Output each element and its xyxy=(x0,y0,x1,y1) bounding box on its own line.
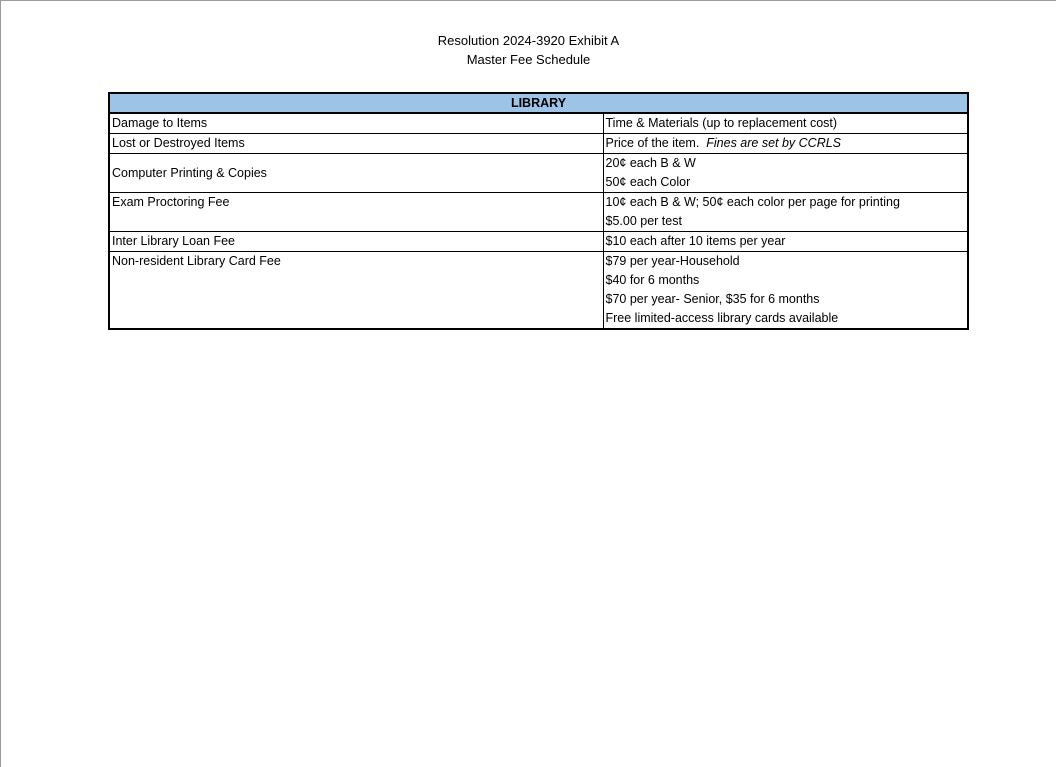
fee-amount xyxy=(603,232,968,252)
fee-amount xyxy=(603,252,968,330)
fee-item-label: Inter Library Loan Fee xyxy=(109,232,603,252)
table-row xyxy=(109,193,968,232)
table-header-row xyxy=(109,93,968,113)
title-line-schedule: Master Fee Schedule xyxy=(466,52,591,67)
table-row xyxy=(109,232,968,252)
fee-line: $10 each after 10 items per year xyxy=(605,234,786,248)
table-row xyxy=(109,154,968,193)
page-top-edge xyxy=(0,0,1056,1)
table-row xyxy=(109,113,968,134)
fee-amount xyxy=(603,154,968,193)
fee-line: $79 per year-Household xyxy=(605,254,740,268)
fee-item-label: Non-resident Library Card Fee xyxy=(109,252,603,330)
page-left-edge xyxy=(0,0,1,767)
fee-line: 50¢ each Color xyxy=(605,175,691,189)
library-fee-table xyxy=(108,92,969,330)
fee-item-label: Exam Proctoring Fee xyxy=(109,193,603,232)
title-line-resolution: Resolution 2024-3920 Exhibit A xyxy=(437,33,620,48)
fee-line: 10¢ each B & W; 50¢ each color per page for printing xyxy=(605,195,900,209)
section-header-library: LIBRARY xyxy=(109,93,968,113)
table-row xyxy=(109,134,968,154)
fee-line: $40 for 6 months xyxy=(605,273,700,287)
fee-line: $70 per year- Senior, $35 for 6 months xyxy=(605,292,820,306)
fee-line: $5.00 per test xyxy=(605,214,682,228)
document-title xyxy=(0,31,1056,69)
fee-item-label: Damage to Items xyxy=(109,113,603,134)
fee-item-label: Computer Printing & Copies xyxy=(109,154,603,193)
fee-note: Fines are set by CCRLS xyxy=(706,136,842,150)
fee-line: Free limited-access library cards available xyxy=(605,311,839,325)
fee-amount xyxy=(603,193,968,232)
table-row xyxy=(109,252,968,330)
fee-line: Price of the item. xyxy=(605,136,700,150)
fee-amount xyxy=(603,113,968,134)
fee-line: 20¢ each B & W xyxy=(605,156,696,170)
fee-amount xyxy=(603,134,968,154)
fee-item-label: Lost or Destroyed Items xyxy=(109,134,603,154)
fee-line: Time & Materials (up to replacement cost) xyxy=(605,116,838,130)
